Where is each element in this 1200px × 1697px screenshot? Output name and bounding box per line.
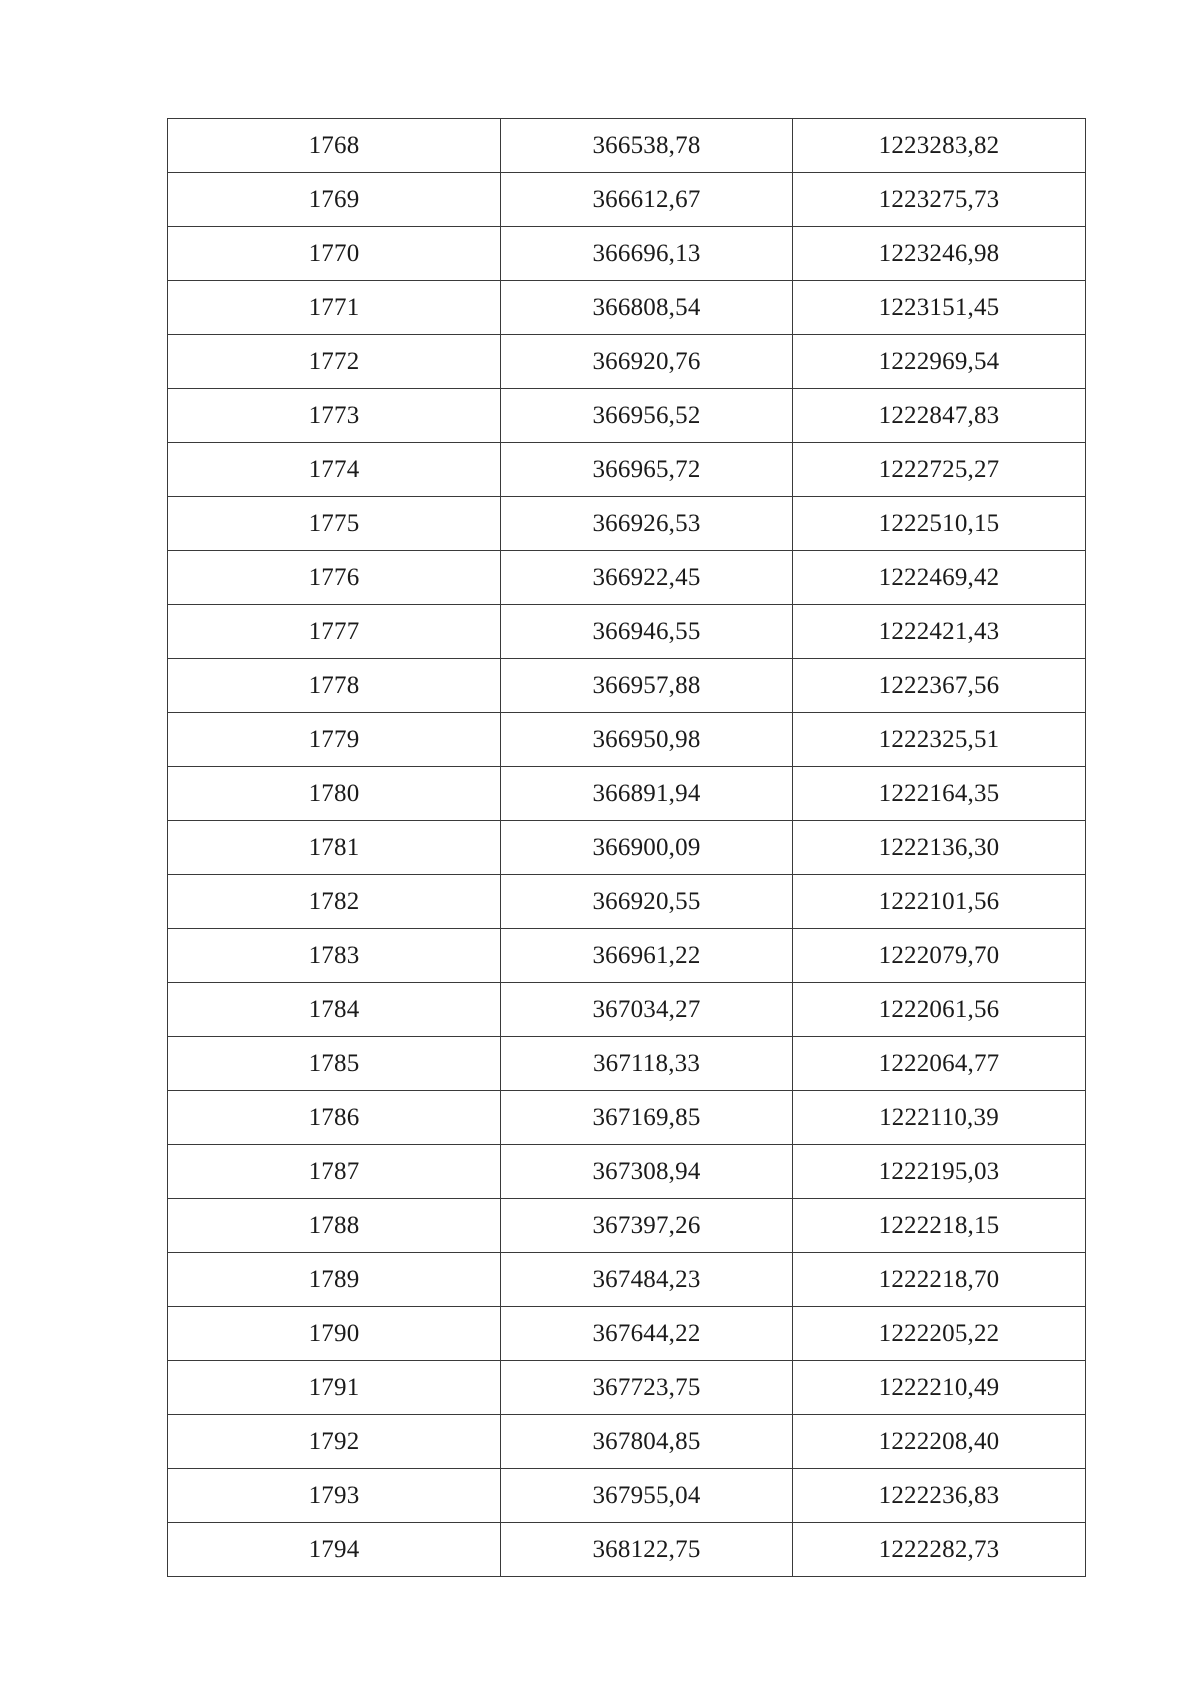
point-number-cell: 1787 (168, 1145, 501, 1199)
x-coordinate-cell: 367804,85 (501, 1415, 793, 1469)
point-number-cell: 1777 (168, 605, 501, 659)
table-row (168, 1199, 1086, 1253)
x-coordinate-cell: 368122,75 (501, 1523, 793, 1577)
table-row (168, 1469, 1086, 1523)
y-coordinate-cell: 1222205,22 (793, 1307, 1086, 1361)
x-coordinate-cell: 367397,26 (501, 1199, 793, 1253)
y-coordinate-cell: 1222218,70 (793, 1253, 1086, 1307)
point-number-cell: 1789 (168, 1253, 501, 1307)
point-number-cell: 1784 (168, 983, 501, 1037)
table-row (168, 767, 1086, 821)
y-coordinate-cell: 1222136,30 (793, 821, 1086, 875)
coordinates-table (167, 118, 1086, 1577)
x-coordinate-cell: 366922,45 (501, 551, 793, 605)
point-number-cell: 1788 (168, 1199, 501, 1253)
x-coordinate-cell: 366920,76 (501, 335, 793, 389)
table-row (168, 929, 1086, 983)
x-coordinate-cell: 366950,98 (501, 713, 793, 767)
table-row (168, 821, 1086, 875)
point-number-cell: 1782 (168, 875, 501, 929)
x-coordinate-cell: 367118,33 (501, 1037, 793, 1091)
y-coordinate-cell: 1222469,42 (793, 551, 1086, 605)
table-row (168, 1037, 1086, 1091)
point-number-cell: 1791 (168, 1361, 501, 1415)
x-coordinate-cell: 366956,52 (501, 389, 793, 443)
point-number-cell: 1774 (168, 443, 501, 497)
table-row (168, 551, 1086, 605)
y-coordinate-cell: 1222101,56 (793, 875, 1086, 929)
table-row (168, 1145, 1086, 1199)
x-coordinate-cell: 366612,67 (501, 173, 793, 227)
y-coordinate-cell: 1222969,54 (793, 335, 1086, 389)
y-coordinate-cell: 1222367,56 (793, 659, 1086, 713)
table-row (168, 227, 1086, 281)
y-coordinate-cell: 1222208,40 (793, 1415, 1086, 1469)
point-number-cell: 1768 (168, 119, 501, 173)
x-coordinate-cell: 366926,53 (501, 497, 793, 551)
point-number-cell: 1785 (168, 1037, 501, 1091)
point-number-cell: 1792 (168, 1415, 501, 1469)
x-coordinate-cell: 366891,94 (501, 767, 793, 821)
y-coordinate-cell: 1223283,82 (793, 119, 1086, 173)
point-number-cell: 1775 (168, 497, 501, 551)
table-row (168, 119, 1086, 173)
table-row (168, 1415, 1086, 1469)
point-number-cell: 1779 (168, 713, 501, 767)
y-coordinate-cell: 1222210,49 (793, 1361, 1086, 1415)
y-coordinate-cell: 1223151,45 (793, 281, 1086, 335)
x-coordinate-cell: 367484,23 (501, 1253, 793, 1307)
table-row (168, 1307, 1086, 1361)
x-coordinate-cell: 367034,27 (501, 983, 793, 1037)
y-coordinate-cell: 1222421,43 (793, 605, 1086, 659)
y-coordinate-cell: 1222510,15 (793, 497, 1086, 551)
x-coordinate-cell: 367723,75 (501, 1361, 793, 1415)
point-number-cell: 1783 (168, 929, 501, 983)
coordinates-table-body (168, 119, 1086, 1577)
y-coordinate-cell: 1222061,56 (793, 983, 1086, 1037)
x-coordinate-cell: 366957,88 (501, 659, 793, 713)
point-number-cell: 1793 (168, 1469, 501, 1523)
x-coordinate-cell: 366965,72 (501, 443, 793, 497)
point-number-cell: 1773 (168, 389, 501, 443)
x-coordinate-cell: 366920,55 (501, 875, 793, 929)
point-number-cell: 1781 (168, 821, 501, 875)
x-coordinate-cell: 367644,22 (501, 1307, 793, 1361)
table-row (168, 1361, 1086, 1415)
table-row (168, 389, 1086, 443)
table-row (168, 983, 1086, 1037)
y-coordinate-cell: 1222079,70 (793, 929, 1086, 983)
point-number-cell: 1776 (168, 551, 501, 605)
point-number-cell: 1769 (168, 173, 501, 227)
y-coordinate-cell: 1222064,77 (793, 1037, 1086, 1091)
y-coordinate-cell: 1223275,73 (793, 173, 1086, 227)
y-coordinate-cell: 1222847,83 (793, 389, 1086, 443)
point-number-cell: 1772 (168, 335, 501, 389)
table-row (168, 335, 1086, 389)
y-coordinate-cell: 1222218,15 (793, 1199, 1086, 1253)
x-coordinate-cell: 366946,55 (501, 605, 793, 659)
point-number-cell: 1786 (168, 1091, 501, 1145)
point-number-cell: 1794 (168, 1523, 501, 1577)
table-row (168, 1523, 1086, 1577)
table-row (168, 281, 1086, 335)
x-coordinate-cell: 366538,78 (501, 119, 793, 173)
y-coordinate-cell: 1222236,83 (793, 1469, 1086, 1523)
table-row (168, 497, 1086, 551)
x-coordinate-cell: 366961,22 (501, 929, 793, 983)
x-coordinate-cell: 366696,13 (501, 227, 793, 281)
table-row (168, 605, 1086, 659)
point-number-cell: 1770 (168, 227, 501, 281)
x-coordinate-cell: 366900,09 (501, 821, 793, 875)
y-coordinate-cell: 1222282,73 (793, 1523, 1086, 1577)
y-coordinate-cell: 1222110,39 (793, 1091, 1086, 1145)
y-coordinate-cell: 1222195,03 (793, 1145, 1086, 1199)
point-number-cell: 1790 (168, 1307, 501, 1361)
table-row (168, 1091, 1086, 1145)
x-coordinate-cell: 367308,94 (501, 1145, 793, 1199)
y-coordinate-cell: 1222725,27 (793, 443, 1086, 497)
table-row (168, 875, 1086, 929)
point-number-cell: 1780 (168, 767, 501, 821)
table-row (168, 173, 1086, 227)
y-coordinate-cell: 1222164,35 (793, 767, 1086, 821)
y-coordinate-cell: 1222325,51 (793, 713, 1086, 767)
point-number-cell: 1771 (168, 281, 501, 335)
point-number-cell: 1778 (168, 659, 501, 713)
table-row (168, 659, 1086, 713)
x-coordinate-cell: 367169,85 (501, 1091, 793, 1145)
table-row (168, 443, 1086, 497)
table-row (168, 713, 1086, 767)
x-coordinate-cell: 366808,54 (501, 281, 793, 335)
table-row (168, 1253, 1086, 1307)
y-coordinate-cell: 1223246,98 (793, 227, 1086, 281)
x-coordinate-cell: 367955,04 (501, 1469, 793, 1523)
